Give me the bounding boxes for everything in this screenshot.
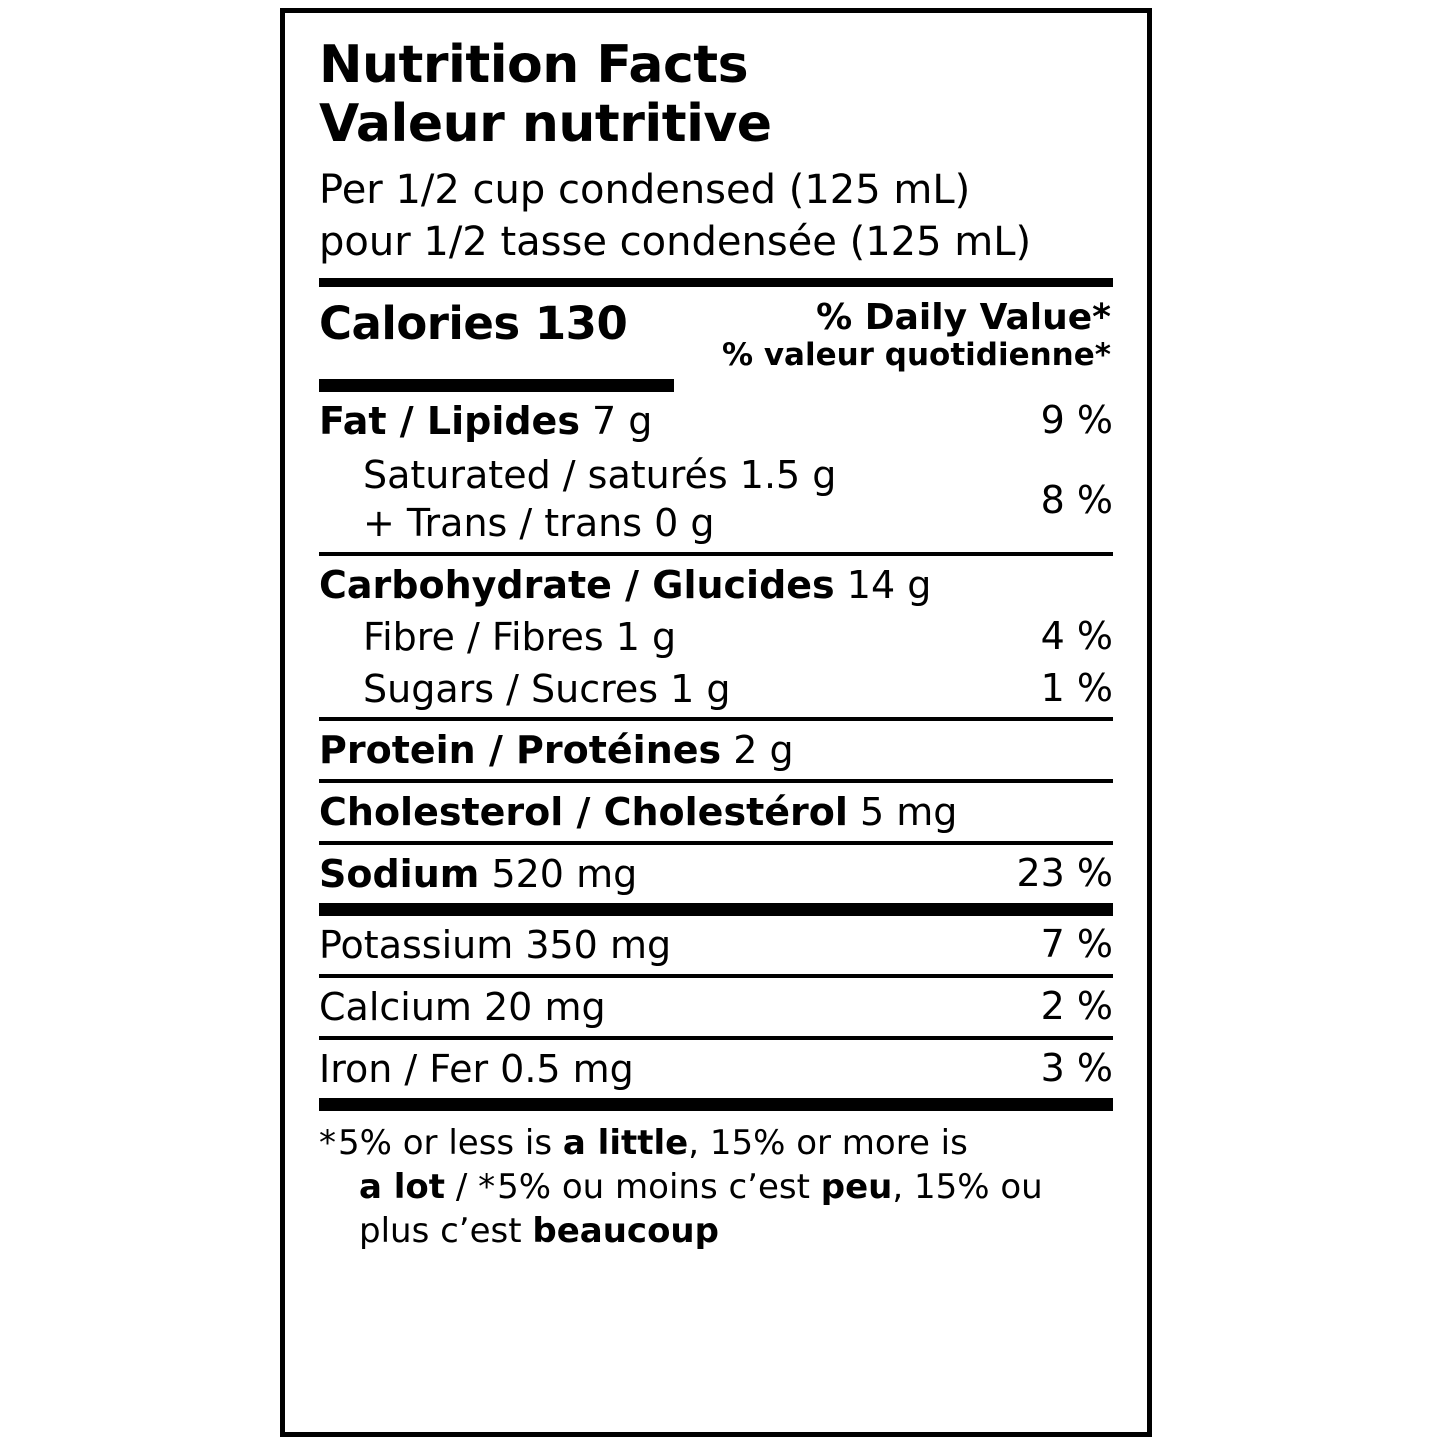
footnote-peu: peu bbox=[820, 1166, 893, 1207]
fat-label bbox=[319, 398, 652, 446]
cholesterol-amount: 5 mg bbox=[859, 790, 958, 835]
iron-daily-value: 3 % bbox=[1040, 1045, 1113, 1090]
saturated-trans-labels bbox=[319, 452, 836, 548]
protein-label bbox=[319, 727, 794, 775]
asterisk-icon-english: * bbox=[1092, 296, 1113, 338]
asterisk-icon-footnote: * bbox=[319, 1122, 338, 1163]
serving-size-french: pour 1/2 tasse condensée (125 mL) bbox=[319, 218, 1032, 265]
footnote-line-3 bbox=[319, 1209, 1113, 1253]
asterisk-icon-french: * bbox=[1094, 336, 1113, 373]
carbohydrate-amount: 14 g bbox=[846, 562, 932, 607]
serving-size-english: Per 1/2 cup condensed (125 mL) bbox=[319, 167, 971, 214]
nutrition-facts-panel bbox=[280, 8, 1152, 1437]
calcium-label: Calcium 20 mg bbox=[319, 984, 606, 1029]
row-iron bbox=[319, 1040, 1113, 1098]
footnote-line-1-c: , 15% or more is bbox=[688, 1122, 968, 1163]
potassium-label: Potassium 350 mg bbox=[319, 923, 672, 967]
row-cholesterol bbox=[319, 783, 1113, 841]
row-fat bbox=[319, 392, 1113, 450]
trans-label: + Trans / trans 0 g bbox=[363, 500, 715, 545]
calcium-daily-value: 2 % bbox=[1040, 983, 1113, 1028]
protein-amount: 2 g bbox=[733, 728, 794, 773]
calories-row bbox=[319, 287, 1113, 373]
row-sodium bbox=[319, 845, 1113, 903]
footnote-line-3-a: plus c’est bbox=[359, 1211, 533, 1251]
row-protein bbox=[319, 721, 1113, 779]
row-carbohydrate bbox=[319, 556, 1113, 614]
asterisk-icon-footnote-french: * bbox=[478, 1166, 498, 1207]
sodium-amount: 520 mg bbox=[491, 852, 638, 897]
fibre-label: Fibre / Fibres 1 g bbox=[363, 614, 677, 659]
divider-after-sodium bbox=[319, 903, 1113, 916]
row-sugars bbox=[319, 666, 1113, 718]
footnote-beaucoup: beaucoup bbox=[532, 1211, 719, 1251]
fat-amount: 7 g bbox=[592, 399, 653, 444]
footnote-a-lot: a lot bbox=[359, 1166, 446, 1207]
daily-value-header bbox=[722, 297, 1113, 373]
divider-after-serving bbox=[319, 278, 1113, 287]
fat-daily-value: 9 % bbox=[1040, 398, 1113, 443]
footnote-line-1-a: 5% or less is bbox=[338, 1122, 563, 1163]
row-fibre bbox=[319, 614, 1113, 666]
divider-under-calories bbox=[319, 379, 674, 392]
footnote bbox=[319, 1111, 1113, 1254]
panel-title-english: Nutrition Facts bbox=[319, 35, 749, 95]
saturated-label: Saturated / saturés 1.5 g bbox=[363, 453, 837, 497]
panel-title-french: Valeur nutritive bbox=[319, 94, 772, 155]
daily-value-header-english-text: % Daily Value bbox=[816, 296, 1093, 338]
carbohydrate-name: Carbohydrate / Glucides bbox=[319, 562, 835, 607]
sugars-label: Sugars / Sucres 1 g bbox=[363, 666, 731, 711]
cholesterol-label bbox=[319, 789, 957, 837]
sodium-daily-value: 23 % bbox=[1016, 851, 1113, 896]
daily-value-header-english bbox=[722, 297, 1113, 338]
calories-value: Calories 130 bbox=[319, 296, 628, 350]
potassium-daily-value: 7 % bbox=[1040, 922, 1113, 966]
sugars-daily-value: 1 % bbox=[1040, 665, 1113, 710]
fat-name: Fat / Lipides bbox=[319, 399, 580, 444]
carbohydrate-label bbox=[319, 562, 931, 610]
row-calcium bbox=[319, 978, 1113, 1036]
footnote-line-1 bbox=[319, 1121, 1113, 1165]
daily-value-header-french bbox=[722, 338, 1113, 373]
fibre-daily-value: 4 % bbox=[1040, 613, 1113, 658]
saturated-daily-value: 8 % bbox=[1040, 477, 1113, 522]
protein-name: Protein / Protéines bbox=[319, 728, 722, 773]
footnote-separator: / bbox=[445, 1166, 479, 1207]
footnote-line-2 bbox=[319, 1165, 1113, 1209]
footnote-line-2-e: , 15% ou bbox=[892, 1166, 1043, 1207]
row-saturated-trans bbox=[319, 450, 1113, 552]
footnote-line-2-c: 5% ou moins c’est bbox=[497, 1166, 821, 1207]
divider-before-footnote bbox=[319, 1098, 1113, 1111]
sodium-label bbox=[319, 851, 637, 899]
row-potassium bbox=[319, 916, 1113, 974]
footnote-a-little: a little bbox=[562, 1122, 689, 1163]
cholesterol-name: Cholesterol / Cholestérol bbox=[319, 790, 848, 835]
daily-value-header-french-text: % valeur quotidienne bbox=[721, 336, 1095, 373]
iron-label: Iron / Fer 0.5 mg bbox=[319, 1046, 634, 1091]
sodium-name: Sodium bbox=[319, 852, 480, 897]
